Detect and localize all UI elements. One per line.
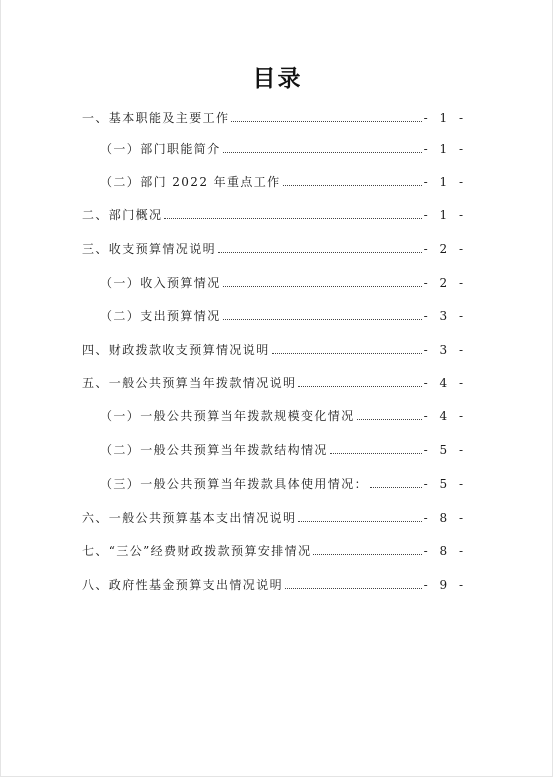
toc-page-number: - 2 - (423, 242, 467, 256)
toc-entry[interactable] (100, 405, 467, 425)
toc-entry[interactable] (100, 171, 467, 191)
toc-entry[interactable] (82, 574, 467, 594)
dot-leader (272, 352, 422, 354)
toc-entry[interactable] (100, 138, 467, 158)
dot-leader (231, 120, 421, 122)
toc-page-number: - 5 - (423, 443, 467, 457)
dot-leader (218, 251, 422, 253)
toc-page-number: - 9 - (423, 578, 467, 592)
toc-page-number: - 1 - (423, 111, 467, 125)
toc-entry[interactable] (100, 272, 467, 292)
toc-page-number: - 1 - (423, 142, 467, 156)
toc-entry[interactable] (82, 372, 467, 392)
toc-entry[interactable] (100, 473, 467, 493)
toc-entry-title: （一）一般公共预算当年拨款规模变化情况 (100, 409, 355, 423)
toc-page-number: - 3 - (423, 343, 467, 357)
dot-leader (223, 318, 422, 320)
toc-entry-title: 六、一般公共预算基本支出情况说明 (82, 511, 297, 525)
toc-entry[interactable] (82, 107, 467, 127)
toc-page-number: - 8 - (423, 511, 467, 525)
toc-entry[interactable] (82, 507, 467, 527)
toc-entry-title: 一、基本职能及主要工作 (82, 111, 230, 125)
dot-leader (298, 385, 421, 387)
toc-entry-title: （三）一般公共预算当年拨款具体使用情况： (100, 477, 369, 491)
toc-page-number: - 8 - (423, 544, 467, 558)
toc-entry-title: 八、政府性基金预算支出情况说明 (82, 578, 284, 592)
toc-entry-title: 七、“三公”经费财政拨款预算安排情况 (82, 544, 312, 558)
toc-entry-title: 二、部门概况 (82, 208, 163, 222)
toc-page-number: - 1 - (423, 208, 467, 222)
toc-entry[interactable] (82, 238, 467, 258)
dot-leader (283, 184, 422, 186)
toc-page-number: - 4 - (423, 409, 467, 423)
toc-entry-title: 五、一般公共预算当年拨款情况说明 (82, 376, 297, 390)
toc-entry-title: 三、收支预算情况说明 (82, 242, 217, 256)
toc-entry[interactable] (100, 305, 467, 325)
toc-entry[interactable] (100, 439, 467, 459)
dot-leader (330, 452, 422, 454)
dot-leader (357, 418, 422, 420)
dot-leader (223, 285, 422, 287)
toc-entry-title: （二）一般公共预算当年拨款结构情况 (100, 443, 328, 457)
toc-page-number: - 2 - (423, 276, 467, 290)
dot-leader (285, 587, 422, 589)
page-title: 目录 (252, 66, 303, 92)
toc-page-number: - 1 - (423, 175, 467, 189)
toc-entry-title: （二）支出预算情况 (100, 309, 221, 323)
dot-leader (298, 520, 421, 522)
toc-entry[interactable] (82, 204, 467, 224)
dot-leader (313, 553, 421, 555)
dot-leader (164, 217, 421, 219)
toc-entry-title: （一）部门职能简介 (100, 142, 221, 156)
dot-leader (370, 486, 422, 488)
toc-page-number: - 5 - (423, 477, 467, 491)
toc-entry-title: （一）收入预算情况 (100, 276, 221, 290)
toc-entry-title: 四、财政拨款收支预算情况说明 (82, 343, 270, 357)
dot-leader (223, 151, 422, 153)
toc-entry[interactable] (82, 339, 467, 359)
toc-page-number: - 3 - (423, 309, 467, 323)
toc-page-number: - 4 - (423, 376, 467, 390)
toc-entry-title: （二）部门 2022 年重点工作 (100, 175, 281, 189)
toc-entry[interactable] (82, 540, 467, 560)
